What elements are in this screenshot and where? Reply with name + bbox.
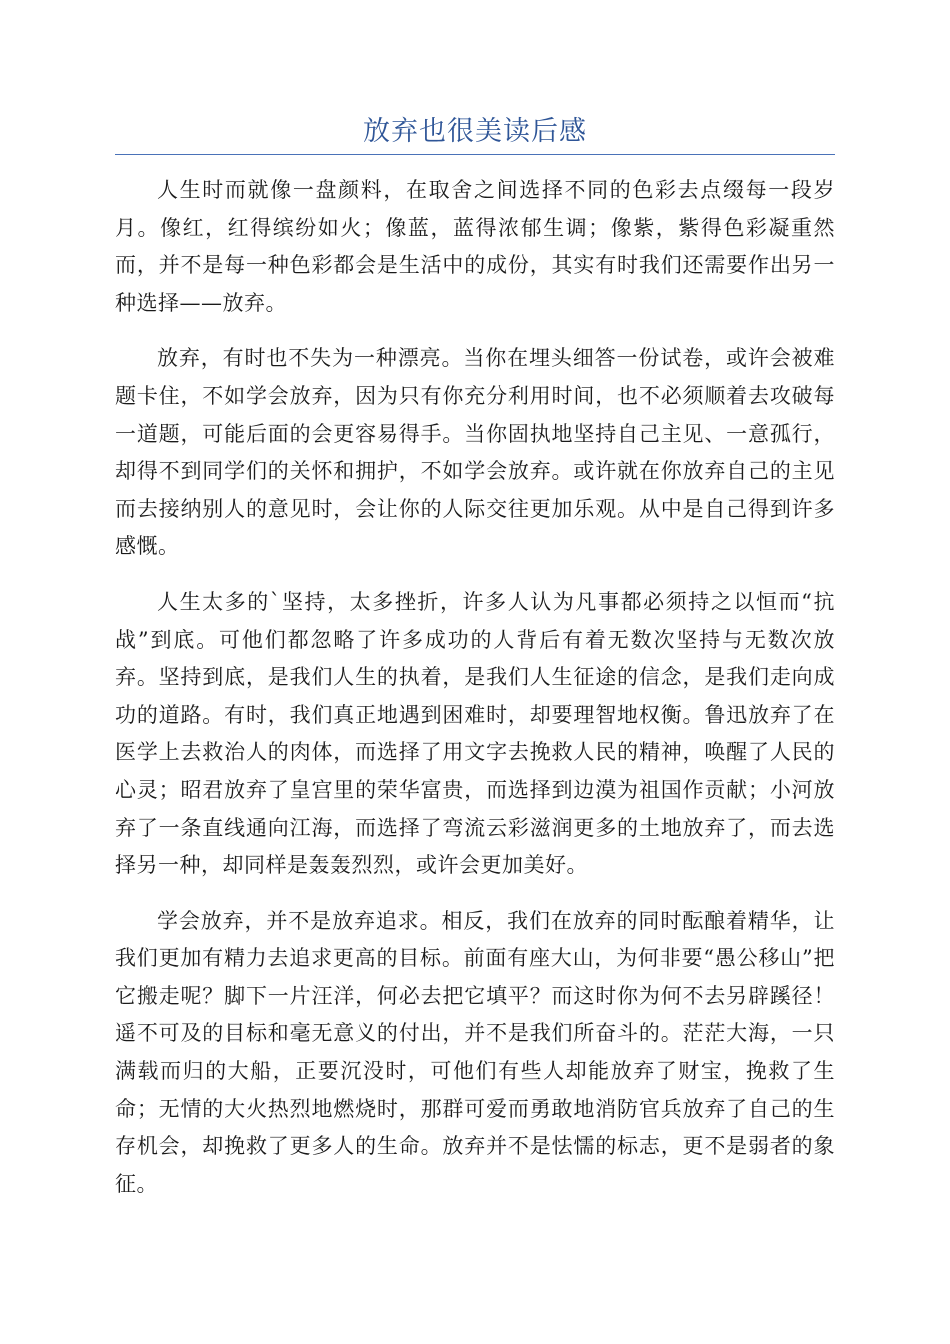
paragraph-1: 人生时而就像一盘颜料，在取舍之间选择不同的色彩去点缀每一段岁月。像红，红得缤纷如火；像蓝，蓝得浓郁生调；像紫，紫得色彩凝重然而，并不是每一种色彩都会是生活中的成份，其实有时我们还需要作出另一种选择——放弃。 <box>115 178 835 315</box>
paragraph-3: 人生太多的`坚持，太多挫折，许多人认为凡事都必须持之以恒而“抗战”到底。可他们都忽略了许多成功的人背后有着无数次坚持与无数次放弃。坚持到底，是我们人生的执着，是我们人生征途的信念，是我们走向成功的道路。有时，我们真正地遇到困难时，却要理智地权衡。鲁迅放弃了在医学上去救治人的肉体，而选择了用文字去挽救人民的精神，唤醒了人民的心灵；昭君放弃了皇宫里的荣华富贵，而选择到边漠为祖国作贡献；小河放弃了一条直线通向江海，而选择了弯流云彩滋润更多的土地放弃了，而去选择另一种，却同样是轰轰烈烈，或许会更加美好。 <box>115 589 835 878</box>
title-underline <box>115 154 835 155</box>
paragraph-4: 学会放弃，并不是放弃追求。相反，我们在放弃的同时酝酿着精华，让我们更加有精力去追求更高的目标。前面有座大山，为何非要“愚公移山”把它搬走呢？脚下一片汪洋，何必去把它填平？而这时你为何不去另辟蹊径！遥不可及的目标和毫无意义的付出，并不是我们所奋斗的。茫茫大海，一只满载而归的大船，正要沉没时，可他们有些人却能放弃了财宝，挽救了生命；无情的大火热烈地燃烧时，那群可爱而勇敢地消防官兵放弃了自己的生存机会，却挽救了更多人的生命。放弃并不是怯懦的标志，更不是弱者的象征。 <box>115 908 835 1196</box>
document-body <box>115 172 835 1221</box>
paragraph-2: 放弃，有时也不失为一种漂亮。当你在埋头细答一份试卷，或许会被难题卡住，不如学会放弃，因为只有你充分利用时间，也不必须顺着去攻破每一道题，可能后面的会更容易得手。当你固执地坚持自己主见、一意孤行，却得不到同学们的关怀和拥护，不如学会放弃。或许就在你放弃自己的主见而去接纳别人的意见时，会让你的人际交往更加乐观。从中是自己得到许多感慨。 <box>115 346 835 559</box>
document-title: 放弃也很美读后感 <box>363 116 587 147</box>
